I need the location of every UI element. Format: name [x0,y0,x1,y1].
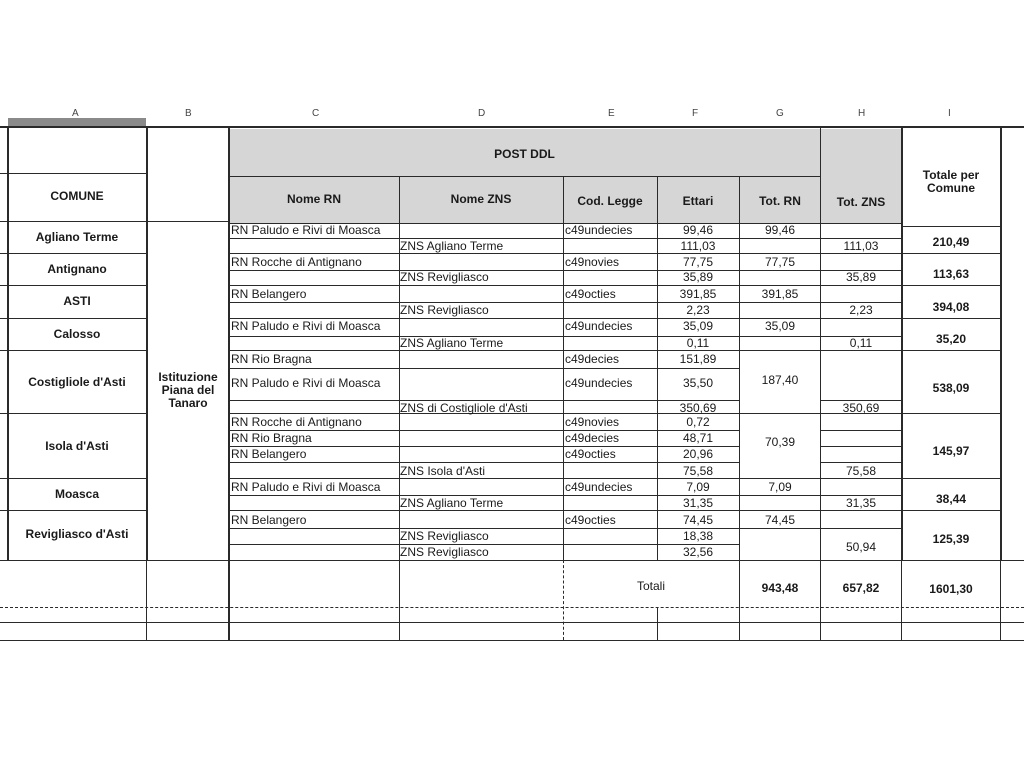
cell-tot-zns: 350,69 [842,401,880,415]
grid-line [902,226,1000,227]
cell-ettari: 0,72 [686,415,710,429]
istituzione-label: Piana del [161,383,215,397]
cell-tot-rn: 391,85 [761,287,799,301]
cell-nome-zns: ZNS Revigliasco [400,270,489,284]
cell-tot-rn: 74,45 [764,513,796,527]
grid-line [902,478,1000,479]
column-letter: D [478,108,486,119]
cell-cod-legge: c49decies [565,431,620,445]
cell-tot-zns: 2,23 [849,303,873,317]
tot-rn-merged-value: 187,40 [761,373,799,387]
grid-line [229,510,739,511]
grid-line [399,560,400,640]
cell-ettari: 75,58 [682,464,714,478]
grid-line [739,302,820,303]
header-ettari: Ettari [682,194,714,208]
grid-line [739,413,820,414]
cell-ettari: 77,75 [682,255,714,269]
cell-ettari: 31,35 [682,496,714,510]
comune-name: Agliano Terme [35,230,119,244]
header-post-ddl: POST DDL [494,147,555,161]
cell-tot-zns: 75,58 [845,464,877,478]
grid-line [229,176,820,177]
grid-line [0,510,146,511]
cell-tot-zns: 111,03 [843,239,879,253]
grid-line [820,510,901,511]
cell-nome-zns: ZNS Agliano Terme [400,239,504,253]
header-cod-legge: Cod. Legge [577,194,643,208]
grid-line [0,640,1024,641]
totali-label: Totali [636,579,665,593]
grid-line [820,478,901,479]
grid-line [146,560,147,640]
grid-line [739,478,820,479]
column-letter: C [312,108,320,119]
grid-line [0,350,146,351]
cell-nome-rn: RN Paludo e Rivi di Moasca [231,376,381,390]
grid-line [229,462,739,463]
header-totale-per-comune: Comune [927,181,975,195]
cell-ettari: 32,56 [682,545,714,559]
cell-cod-legge: c49octies [565,513,616,527]
cell-ettari: 35,09 [682,319,714,333]
header-totale-per-comune: Totale per [922,168,980,182]
totali-tot-zns: 657,82 [842,581,880,595]
grid-line [739,270,820,271]
grid-line [739,336,820,337]
cell-tot-rn: 99,46 [764,223,796,237]
cell-nome-rn: RN Belangero [231,447,307,461]
grid-line [820,318,901,319]
cell-cod-legge: c49octies [565,447,616,461]
totale-comune-value: 538,09 [932,381,970,395]
grid-line [902,413,1000,414]
totali-grand-total: 1601,30 [929,582,973,596]
column-letter: G [776,108,784,119]
cell-tot-zns: 0,11 [849,336,873,350]
istituzione-label: Tanaro [168,396,208,410]
grid-line [0,413,146,414]
page-break-line [0,607,1024,608]
grid-line [146,126,148,560]
column-header-stub [8,118,146,126]
cell-ettari: 48,71 [682,431,714,445]
comune-name: Moasca [54,487,100,501]
grid-line [0,221,229,222]
cell-nome-rn: RN Paludo e Rivi di Moasca [231,223,381,237]
grid-line [901,560,902,640]
grid-line [1000,126,1002,560]
cell-ettari: 0,11 [686,336,710,350]
comune-name: ASTI [63,294,91,308]
cell-nome-rn: RN Paludo e Rivi di Moasca [231,480,381,494]
cell-ettari: 99,46 [682,223,714,237]
column-letter: F [692,108,699,119]
grid-line [1000,560,1001,640]
comune-name: Isola d'Asti [45,439,109,453]
grid-line [820,446,901,447]
column-letter: I [948,108,951,119]
cell-nome-zns: ZNS Isola d'Asti [400,464,485,478]
cell-cod-legge: c49undecies [565,223,633,237]
grid-line [739,350,820,351]
grid-line [902,285,1000,286]
grid-line [739,285,820,286]
grid-line [820,285,901,286]
cell-nome-rn: RN Rocche di Antignano [231,255,362,269]
cell-tot-rn: 77,75 [764,255,796,269]
cell-tot-zns: 35,89 [845,270,877,284]
totali-tot-rn: 943,48 [761,581,799,595]
grid-line [820,528,901,529]
header-comune: COMUNE [50,189,104,203]
header-tot-zns: Tot. ZNS [836,195,886,209]
grid-line [820,560,821,640]
totale-comune-value: 394,08 [932,300,970,314]
grid-line [229,350,739,351]
cell-cod-legge: c49octies [565,287,616,301]
grid-line [0,173,146,174]
grid-line [739,238,820,239]
totale-comune-value: 145,97 [932,444,970,458]
totale-comune-value: 38,44 [935,492,967,506]
cell-cod-legge: c49undecies [565,480,633,494]
grid-line [0,622,1024,623]
grid-line [739,253,820,254]
cell-nome-rn: RN Belangero [231,513,307,527]
grid-line [902,253,1000,254]
cell-cod-legge: c49novies [565,415,620,429]
totale-comune-value: 210,49 [932,235,970,249]
cell-ettari: 2,23 [686,303,710,317]
tot-zns-header-bg [821,129,901,176]
comune-name: Calosso [53,327,101,341]
cell-ettari: 35,50 [682,376,714,390]
istituzione-label: Istituzione [158,370,218,384]
cell-tot-rn: 7,09 [768,480,792,494]
grid-line [820,350,901,351]
cell-ettari: 35,89 [682,270,714,284]
comune-name: Revigliasco d'Asti [25,527,129,541]
cell-nome-rn: RN Belangero [231,287,307,301]
grid-line [229,478,739,479]
comune-name: Costigliole d'Asti [28,375,126,389]
grid-line [902,510,1000,511]
grid-line [820,430,901,431]
tot-rn-merged-value: 70,39 [764,435,796,449]
header-tot-rn: Tot. RN [759,194,801,208]
cell-ettari: 18,38 [682,529,714,543]
grid-line [820,462,901,463]
grid-line [739,528,820,529]
grid-line [902,350,1000,351]
grid-line [0,126,1024,128]
column-letter: A [72,108,79,119]
grid-line [0,285,146,286]
grid-line [0,560,1024,561]
totale-comune-value: 113,63 [932,267,970,281]
cell-nome-zns: ZNS Revigliasco [400,303,489,317]
cell-ettari: 7,09 [686,480,710,494]
grid-line [0,478,146,479]
comune-name: Antignano [47,262,107,276]
cell-cod-legge: c49novies [565,255,620,269]
cell-ettari: 350,69 [679,401,717,415]
cell-ettari: 74,45 [682,513,714,527]
cell-nome-zns: ZNS Agliano Terme [400,496,504,510]
cell-ettari: 20,96 [682,447,714,461]
cell-cod-legge: c49undecies [565,319,633,333]
cell-ettari: 151,89 [679,352,717,366]
page-break-line [563,560,564,640]
cell-nome-zns: ZNS Revigliasco [400,529,489,543]
cell-nome-rn: RN Rocche di Antignano [231,415,362,429]
grid-line [739,495,820,496]
cell-tot-rn: 35,09 [764,319,796,333]
column-letter: B [185,108,192,119]
cell-cod-legge: c49decies [565,352,620,366]
grid-line [229,285,739,286]
cell-nome-zns: ZNS di Costigliole d'Asti [400,401,528,415]
cell-nome-rn: RN Paludo e Rivi di Moasca [231,319,381,333]
column-letter: H [858,108,866,119]
header-nome-rn: Nome RN [286,192,341,206]
grid-line [229,368,739,369]
grid-line [739,560,740,640]
cell-tot-zns: 31,35 [845,496,877,510]
cell-nome-zns: ZNS Revigliasco [400,545,489,559]
grid-line [820,253,901,254]
totale-comune-value: 35,20 [935,332,967,346]
cell-nome-rn: RN Rio Bragna [231,431,312,445]
cell-nome-rn: RN Rio Bragna [231,352,312,366]
totale-comune-value: 125,39 [932,532,970,546]
header-nome-zns: Nome ZNS [450,192,512,206]
cell-cod-legge: c49undecies [565,376,633,390]
cell-ettari: 391,85 [679,287,717,301]
grid-line [0,318,146,319]
column-letter: E [608,108,615,119]
tot-zns-merged-value: 50,94 [845,540,877,554]
cell-nome-zns: ZNS Agliano Terme [400,336,504,350]
grid-line [902,318,1000,319]
grid-line [739,510,820,511]
grid-line [0,253,146,254]
cell-ettari: 111,03 [680,239,716,253]
grid-line [229,253,739,254]
grid-line [657,607,658,640]
